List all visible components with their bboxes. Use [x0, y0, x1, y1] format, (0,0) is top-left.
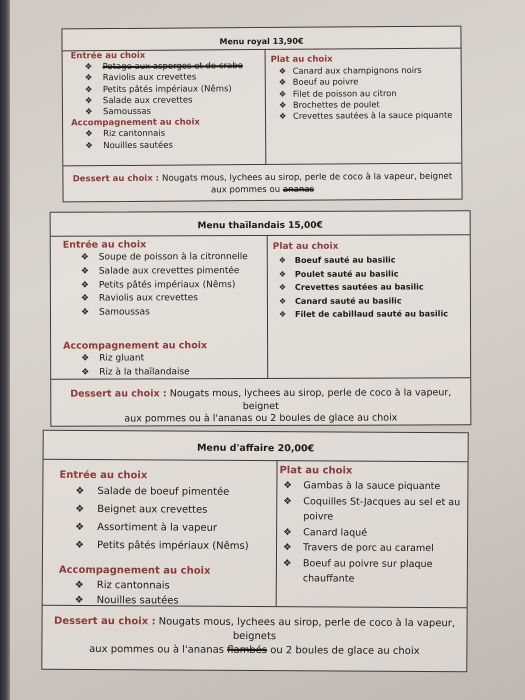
list-item: [283, 478, 471, 495]
item-label: Petits pâtés impériaux (Nêms): [102, 83, 232, 95]
item-label: Raviolis aux crevettes: [98, 293, 198, 304]
menu-affaire-dessert: [42, 615, 466, 660]
list-item: [75, 578, 249, 594]
plat-list: [273, 253, 448, 321]
item-label: Boeuf au poivre: [292, 76, 359, 88]
menu-affaire-left-column: [59, 469, 249, 609]
item-label: Boeuf au poivre sur plaque chauffante: [302, 557, 433, 585]
dessert-heading: Dessert au choix :: [72, 173, 160, 185]
list-item: [81, 265, 248, 279]
list-item: [81, 292, 248, 306]
entree-list: [81, 251, 248, 321]
menu-thai-title: Menu thaïlandais 15,00€: [197, 220, 323, 232]
bullet-icon: ❖: [84, 62, 93, 73]
bullet-icon: ❖: [278, 99, 287, 110]
item-label: Soupe de poisson à la citronnelle: [98, 252, 248, 263]
entree-heading: Entrée au choix: [59, 469, 148, 482]
list-item: [283, 525, 471, 542]
bullet-icon: ❖: [278, 268, 287, 279]
bullet-icon: ❖: [85, 129, 93, 140]
item-label: Raviolis aux crevettes: [102, 72, 197, 84]
list-item: [85, 140, 243, 152]
bullet-icon: ❖: [278, 88, 287, 99]
entree-heading: Entrée au choix: [62, 239, 147, 251]
dessert-line-2a: aux pommes ou à l'ananas: [89, 643, 225, 656]
dessert-line-2b: ou 2 boules de glace au choix: [270, 645, 420, 658]
item-label: Petits pâtés impériaux (Nêms): [96, 540, 249, 552]
divider: [51, 377, 470, 379]
list-item: [283, 556, 471, 588]
bullet-icon: ❖: [74, 594, 84, 606]
dessert-struck-text: flambés: [227, 644, 268, 657]
list-item: [279, 253, 448, 267]
column-divider: [265, 49, 267, 164]
item-label: Poulet sauté au basilic: [294, 268, 399, 279]
bullet-icon: ❖: [74, 579, 84, 591]
bullet-icon: ❖: [85, 140, 93, 152]
bullet-icon: ❖: [80, 307, 90, 318]
bullet-icon: ❖: [283, 526, 292, 538]
entree-heading: Entrée au choix: [70, 50, 146, 62]
bullet-icon: ❖: [80, 293, 90, 305]
dessert-line-2: aux pommes ou: [210, 184, 281, 196]
menu-royal-dessert: [63, 171, 461, 198]
item-label: Salade aux crevettes: [102, 95, 193, 107]
dessert-struck-text: ananas: [282, 184, 315, 195]
bullet-icon: ❖: [278, 65, 287, 76]
divider: [51, 234, 470, 236]
list-item: [279, 280, 448, 294]
item-label: Filet de cabillaud sauté au basilic: [294, 308, 449, 319]
accompagnement-list: [71, 129, 243, 153]
menu-thai-left-column: [63, 238, 249, 380]
dessert-line-1: Nougats mous, lychees au sirop, perle de coco à la vapeur, beignet: [169, 387, 452, 412]
bullet-icon: ❖: [75, 503, 85, 515]
plat-heading: Plat au choix: [279, 465, 353, 477]
divider: [63, 163, 461, 167]
menu-royal-right-column: [271, 54, 463, 123]
item-label: Canard laqué: [303, 526, 368, 539]
item-label: Canard sauté au basilic: [294, 295, 402, 306]
column-divider: [267, 235, 268, 378]
menu-affaire-title: Menu d'affaire 20,00€: [196, 442, 315, 455]
item-label: Salade de boeuf pimentée: [97, 486, 230, 498]
list-item: [75, 483, 249, 502]
item-label: Salade aux crevettes pimentée: [98, 265, 240, 277]
menu-royal-title: Menu royal 13,90€: [219, 36, 304, 47]
entree-list: [71, 61, 244, 119]
dessert-heading: Dessert au choix :: [70, 388, 167, 400]
item-label: Potage aux asperges et de crabe: [102, 61, 243, 73]
list-item: [75, 501, 249, 520]
bullet-icon: ❖: [278, 77, 287, 88]
bullet-icon: ❖: [278, 254, 287, 265]
bullet-icon: ❖: [282, 557, 292, 569]
bullet-icon: ❖: [283, 480, 293, 492]
menu-thai-dessert: [51, 386, 470, 426]
bullet-icon: ❖: [278, 295, 287, 306]
item-label: Crevettes sautées au basilic: [294, 281, 424, 292]
bullet-icon: ❖: [80, 266, 89, 277]
list-item: [81, 251, 248, 265]
list-item: [279, 267, 448, 281]
item-label: Nouilles sautées: [96, 595, 179, 607]
item-label: Canard aux champignons noirs: [292, 64, 422, 76]
list-item: [279, 294, 448, 308]
item-label: Filet de poisson au citron: [292, 87, 397, 99]
list-item: [81, 352, 248, 366]
list-item: [283, 494, 471, 526]
bullet-icon: ❖: [84, 96, 93, 107]
bullet-icon: ❖: [81, 353, 90, 364]
bullet-icon: ❖: [84, 84, 93, 95]
menu-royal-card: [61, 26, 462, 203]
accompagnement-list: [81, 352, 248, 380]
item-label: Samoussas: [102, 106, 151, 118]
dessert-line-2: aux pommes ou à l'ananas ou 2 boules de glace au choix: [124, 412, 398, 425]
accompagnement-heading: Accompagnement au choix: [58, 564, 211, 577]
bullet-icon: ❖: [80, 280, 89, 291]
list-item: [85, 106, 243, 118]
dessert-line-1: Nougats mous, lychees au sirop, perle de coco à la vapeur, beignet: [162, 171, 453, 184]
menu-affaire-card: [41, 430, 468, 673]
item-label: Travers de porc au caramel: [302, 542, 434, 555]
bullet-icon: ❖: [74, 539, 85, 551]
item-label: Petits pâtés impériaux (Nêms): [98, 279, 236, 291]
item-label: Samoussas: [98, 307, 150, 318]
item-label: Riz gluant: [99, 353, 145, 364]
dessert-line-1: Nougats mous, lychees au sirop, perle de coco à la vapeur, beignets: [158, 616, 456, 643]
list-item: [81, 279, 248, 293]
divider: [44, 459, 468, 463]
entree-list: [75, 483, 249, 556]
menu-binder-edge: [0, 0, 10, 700]
list-item: [283, 540, 471, 557]
bullet-icon: ❖: [278, 308, 287, 319]
menu-affaire-right-column: [279, 464, 472, 588]
bullet-icon: ❖: [75, 485, 85, 497]
item-label: Coquilles St-Jacques au sel et au poivre: [303, 495, 461, 523]
plat-heading: Plat au choix: [272, 241, 339, 252]
item-label: Nouilles sautées: [103, 140, 173, 151]
item-label: Boeuf sauté au basilic: [294, 254, 396, 265]
item-label: Beignet aux crevettes: [97, 504, 208, 516]
bullet-icon: ❖: [81, 367, 90, 378]
item-label: Riz à la thaïlandaise: [99, 367, 190, 378]
bullet-icon: ❖: [283, 495, 292, 507]
list-item: [75, 537, 249, 556]
accompagnement-heading: Accompagnement au choix: [63, 340, 208, 352]
dessert-heading: Dessert au choix :: [54, 615, 156, 628]
bullet-icon: ❖: [80, 252, 89, 263]
plat-list: [279, 478, 472, 588]
column-divider: [276, 460, 278, 606]
menu-thai-card: [50, 210, 472, 426]
list-item: [75, 519, 249, 538]
menu-thai-right-column: [273, 240, 448, 321]
bullet-icon: ❖: [84, 107, 93, 118]
bullet-icon: ❖: [282, 542, 292, 554]
plat-list: [271, 65, 463, 123]
accompagnement-heading: Accompagnement au choix: [71, 117, 200, 129]
bullet-icon: ❖: [278, 111, 287, 122]
item-label: Assortiment à la vapeur: [97, 522, 218, 534]
item-label: Gambas à la sauce piquante: [303, 480, 441, 493]
item-label: Brochettes de poulet: [292, 99, 380, 110]
bullet-icon: ❖: [75, 521, 85, 533]
item-label: Crevettes sautées à la sauce piquante: [292, 109, 453, 121]
menu-royal-left-column: [71, 50, 244, 152]
bullet-icon: ❖: [278, 281, 287, 292]
list-item: [81, 306, 248, 320]
item-label: Riz cantonnais: [96, 580, 170, 592]
item-label: Riz cantonnais: [103, 129, 166, 140]
bullet-icon: ❖: [84, 73, 93, 84]
list-item: [279, 307, 448, 321]
plat-heading: Plat au choix: [270, 54, 333, 65]
list-item: [279, 110, 463, 123]
